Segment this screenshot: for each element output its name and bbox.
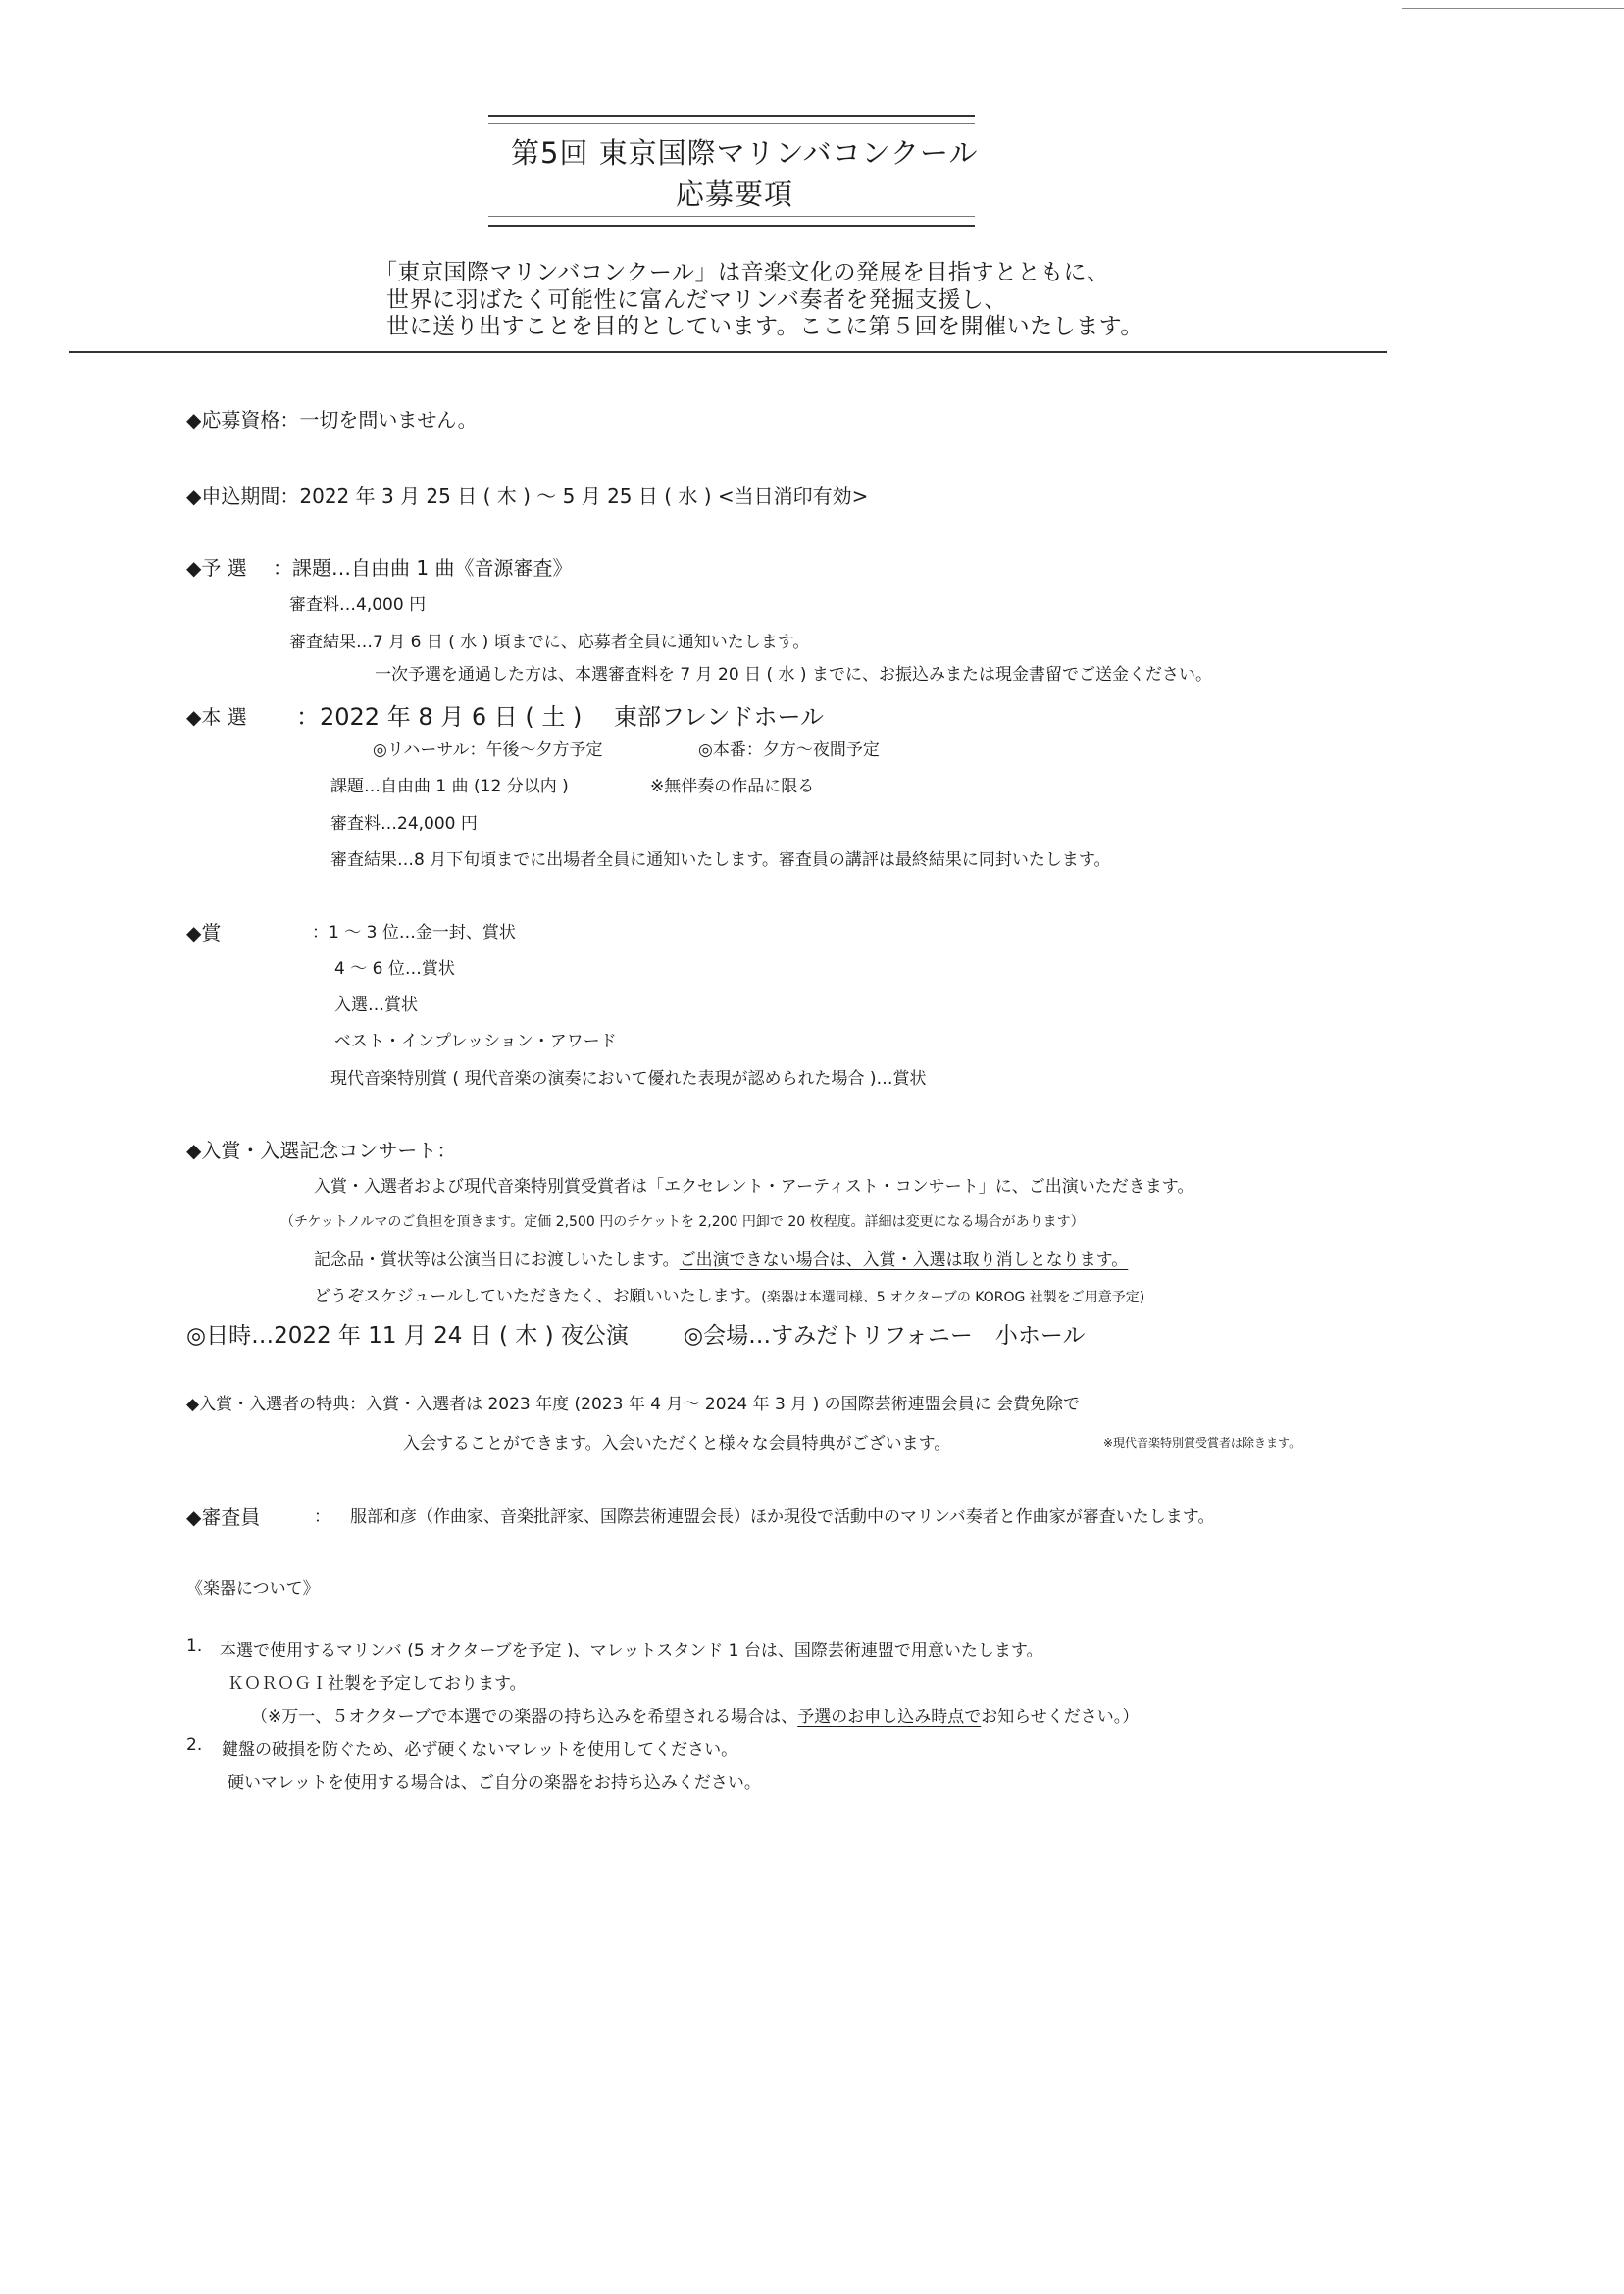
prelim-fee: 審査料…4,000 円: [289, 595, 427, 615]
final-performance: ◎本番：夕方〜夜間予定: [698, 740, 880, 760]
final-task-note: ※無伴奏の作品に限る: [650, 777, 815, 796]
title-rule-top-thin: [488, 123, 975, 124]
concert-instrument-note: (楽器は本選同様、5 オクターブの KOROG 社製をご用意予定): [761, 1290, 1145, 1305]
benefits-line-2: 入会することができます。入会いただくと様々な会員特典がございます。: [403, 1434, 951, 1453]
prize-item: ：1 〜 3 位…金一封、賞状: [312, 923, 516, 943]
instrument-item-1-number: 1.: [186, 1636, 203, 1656]
instrument-item-2-line-2: 硬いマレットを使用する場合は、ご自分の楽器をお持ち込みください。: [228, 1773, 761, 1793]
concert-datetime-line: ◎日時…2022 年 11 月 24 日 ( 木 ) 夜公演: [186, 1323, 629, 1349]
final-date: ：2022 年 8 月 6 日 ( 土 ): [296, 703, 583, 731]
final-task: 課題…自由曲 1 曲 (12 分以内 ): [330, 777, 569, 796]
instrument-item-1-line-3: [251, 1703, 1139, 1727]
instrument-item-1-line-1: 本選で使用するマリンバ (5 オクターブを予定 )、マレットスタンド 1 台は、国際芸術連盟で用意いたします。: [220, 1641, 1043, 1660]
concert-line-3-text: 記念品・賞状等は公演当日にお渡しいたします。: [314, 1250, 680, 1270]
benefits-line-1: ◆入賞・入選者の特典：入賞・入選者は 2023 年度 (2023 年 4 月〜 2024 年 3 月 ) の国際芸術連盟会員に 会費免除で: [186, 1395, 1081, 1414]
prelim-application-timing: 予選のお申し込み時点で: [797, 1708, 982, 1727]
final-fee: 審査料…24,000 円: [330, 814, 478, 834]
judges-label: ◆審査員: [186, 1505, 261, 1529]
instrument-item-1-line-2: ＫＯＲＯＧＩ社製を予定しております。: [228, 1674, 527, 1694]
title-rule-top: [488, 115, 975, 117]
prelim-task: ：課題…自由曲 1 曲《音源審査》: [273, 556, 573, 580]
page-subtitle: 応募要項: [676, 178, 794, 211]
concert-cancel-notice: ご出演できない場合は、入賞・入選は取り消しとなります。: [679, 1250, 1129, 1270]
concert-line-4-text: どうぞスケジュールしていただきたく、お願いいたします。: [314, 1287, 762, 1306]
application-period: ◆申込期間：2022 年 3 月 25 日 ( 木 ) 〜 5 月 25 日 ( 水 ) <当日消印有効>: [186, 484, 869, 508]
final-result: 審査結果…8 月下旬頃までに出場者全員に通知いたします。審査員の講評は最終結果に同封いたします。: [330, 850, 1111, 870]
prizes-label: ◆賞: [186, 921, 222, 944]
instruments-heading: 《楽器について》: [186, 1579, 320, 1599]
prize-item: 現代音楽特別賞 ( 現代音楽の演奏において優れた表現が認められた場合 )…賞状: [330, 1069, 927, 1089]
intro-line-1: 「東京国際マリンバコンクール」は音楽文化の発展を目指すとともに、: [375, 260, 1110, 285]
judges-colon: ：: [314, 1507, 330, 1527]
intro-line-3: 世に送り出すことを目的としています。ここに第５回を開催いたします。: [386, 314, 1143, 339]
instrument-item-1-line-3-text: （※万一、５オクターブで本選での楽器の持ち込みを希望される場合は、: [251, 1708, 798, 1727]
concert-line-4: [314, 1282, 1144, 1306]
final-rehearsal: ◎リハーサル：午後〜夕方予定: [373, 740, 603, 760]
instrument-item-1-line-3-end: お知らせください。）: [981, 1708, 1140, 1727]
final-venue: 東部フレンドホール: [614, 703, 824, 731]
concert-line-2: （チケットノルマのご負担を頂きます。定価 2,500 円のチケットを 2,200 円卸で 20 枚程度。詳細は変更になる場合があります）: [280, 1214, 1085, 1230]
instrument-item-2-line-1: 鍵盤の破損を防ぐため、必ず硬くないマレットを使用してください。: [222, 1740, 738, 1759]
eligibility: ◆応募資格：一切を問いません。: [186, 408, 478, 432]
concert-line-3: [314, 1246, 1128, 1270]
judges-text: 服部和彦（作曲家、音楽批評家、国際芸術連盟会長）ほか現役で活動中のマリンバ奏者と作曲家が審査いたします。: [350, 1507, 1215, 1527]
benefits-note: ※現代音楽特別賞受賞者は除きます。: [1103, 1436, 1301, 1450]
prize-item: 入選…賞状: [334, 995, 418, 1015]
concert-label: ◆入賞・入選記念コンサート：: [186, 1139, 457, 1162]
title-rule-bottom-thin: [488, 216, 975, 217]
header-divider: [69, 351, 1387, 353]
prize-item: ベスト・インプレッション・アワード: [334, 1032, 617, 1051]
concert-venue: ◎会場…すみだトリフォニー 小ホール: [684, 1323, 1086, 1349]
prelim-label: ◆予 選: [186, 556, 247, 580]
page-title: 第5回 東京国際マリンバコンクール: [511, 136, 979, 170]
prize-item: 4 〜 6 位…賞状: [334, 959, 455, 979]
concert-line-1: 入賞・入選者および現代音楽特別賞受賞者は「エクセレント・アーティスト・コンサート」に、ご出演いただきます。: [314, 1177, 1194, 1197]
prelim-result: 審査結果…7 月 6 日 ( 水 ) 頃までに、応募者全員に通知いたします。: [289, 633, 810, 652]
title-rule-bottom: [488, 225, 975, 227]
scan-edge-line: [1402, 8, 1624, 9]
instrument-item-2-number: 2.: [186, 1735, 203, 1755]
prelim-notice: 一次予選を通過した方は、本選審査料を 7 月 20 日 ( 水 ) までに、お振込みまたは現金書留でご送金ください。: [375, 665, 1212, 685]
intro-line-2: 世界に羽ばたく可能性に富んだマリンバ奏者を発掘支援し、: [386, 287, 1007, 313]
final-label: ◆本 選: [186, 705, 247, 729]
